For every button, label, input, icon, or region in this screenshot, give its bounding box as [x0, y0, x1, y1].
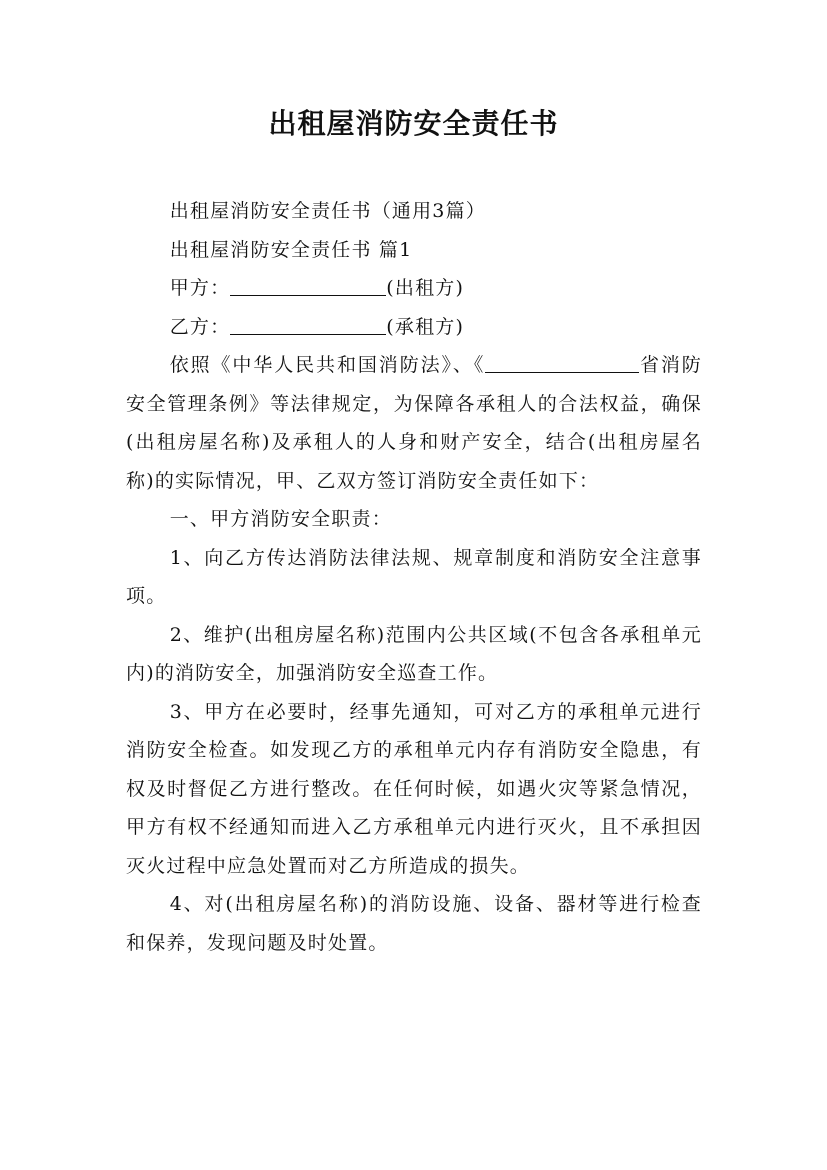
- item-4: 4、对(出租房屋名称)的消防设施、设备、器材等进行检查和保养，发现问题及时处置。: [126, 893, 702, 954]
- province-blank: [485, 352, 639, 373]
- section-one-heading: 一、甲方消防安全职责：: [169, 508, 392, 530]
- party-a-line: [126, 269, 702, 308]
- party-b-line: [126, 308, 702, 347]
- document-body: [126, 192, 702, 962]
- intro-before-blank: 依照《中华人民共和国消防法》、《: [169, 354, 486, 376]
- intro-after-blank: 省消防安全管理条例》等法律规定，为保障各承租人的合法权益，确保(出租房屋名称)及承租人的人身和财产安全，结合(出租房屋名称)的实际情况，甲、乙双方签订消防安全责任如下：: [126, 354, 702, 492]
- document-subtitle: 出租屋消防安全责任书（通用3篇）: [169, 200, 486, 222]
- party-a-label: 甲方：: [169, 277, 231, 299]
- intro-paragraph: [126, 346, 702, 500]
- party-a-blank: [230, 275, 386, 296]
- item-1: 1、向乙方传达消防法律法规、规章制度和消防安全注意事项。: [126, 546, 702, 607]
- party-a-role: (出租方): [386, 277, 465, 299]
- party-b-label: 乙方：: [169, 315, 231, 338]
- party-b-role: (承租方): [386, 315, 465, 338]
- item-2: 2、维护(出租房屋名称)范围内公共区域(不包含各承租单元内)的消防安全，加强消防安全巡查工作。: [126, 623, 702, 684]
- section-heading: 出租屋消防安全责任书 篇1: [169, 238, 413, 261]
- party-b-blank: [230, 314, 386, 335]
- document-title: 出租屋消防安全责任书: [268, 107, 559, 140]
- item-3: 3、甲方在必要时，经事先通知，可对乙方的承租单元进行消防安全检查。如发现乙方的承租单元内存有消防安全隐患，有权及时督促乙方进行整改。在任何时候，如遇火灾等紧急情况，甲方有权不经通知而进入乙方承租单元内进行灭火，且不承担因灭火过程中应急处置而对乙方所造成的损失。: [126, 700, 702, 877]
